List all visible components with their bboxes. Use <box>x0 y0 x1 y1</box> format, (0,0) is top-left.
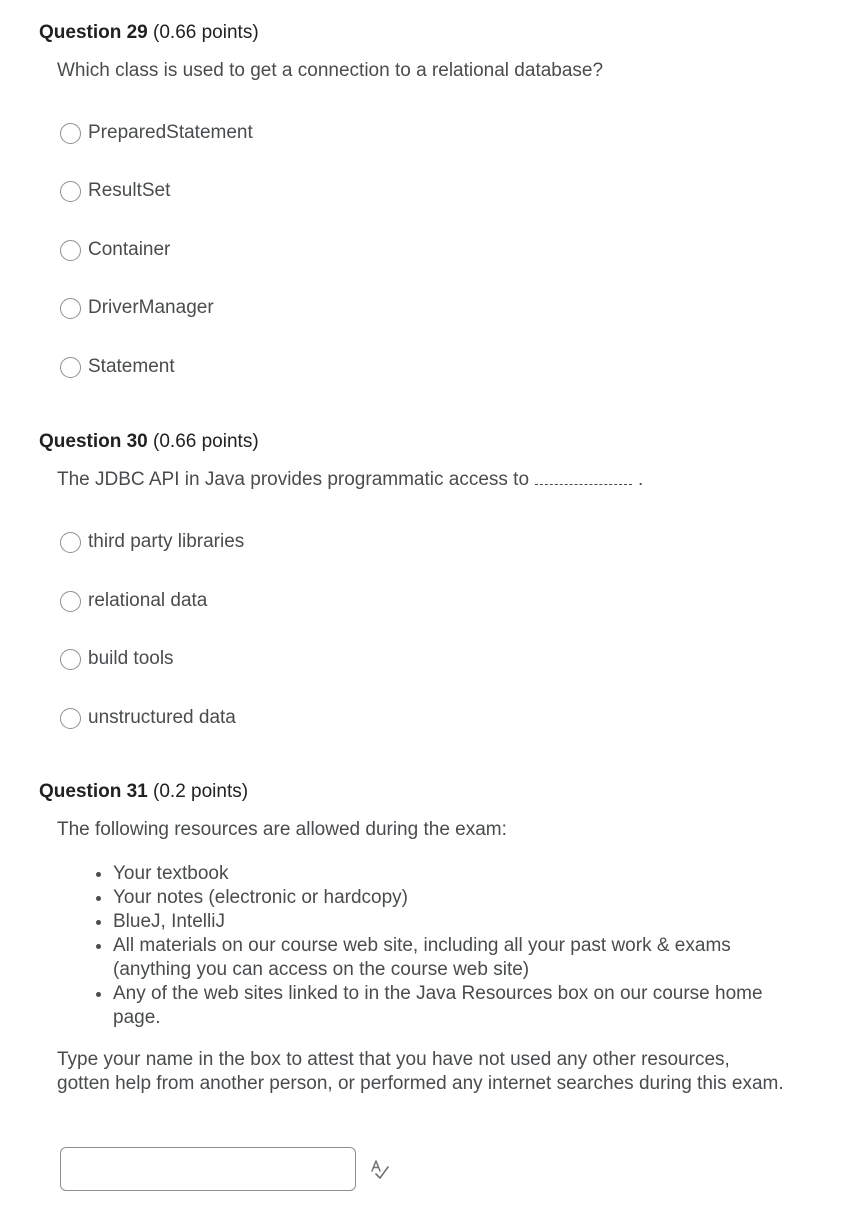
prompt-text: The JDBC API in Java provides programmatic access to <box>57 469 530 490</box>
q29-option-statement[interactable] <box>60 354 175 380</box>
q30-option-relational-data[interactable] <box>60 588 207 614</box>
radio-button[interactable] <box>60 123 81 144</box>
q29-option-resultset[interactable] <box>60 178 170 204</box>
option-label: PreparedStatement <box>88 122 253 143</box>
radio-button[interactable] <box>60 532 81 553</box>
list-item: • BlueJ, IntelliJ <box>113 910 813 934</box>
question-number: Question 29 <box>39 22 148 43</box>
q29-option-preparedstatement[interactable] <box>60 120 253 146</box>
option-label: DriverManager <box>88 297 214 318</box>
option-label: Container <box>88 239 171 260</box>
fill-in-blank <box>535 470 632 485</box>
option-label: ResultSet <box>88 180 171 201</box>
q30-option-build-tools[interactable] <box>60 646 174 672</box>
question-30-title <box>39 431 259 453</box>
radio-button[interactable] <box>60 298 81 319</box>
list-item: • All materials on our course web site, including all your past work & exams (anything you can access on the course web site) <box>113 934 813 982</box>
radio-button[interactable] <box>60 649 81 670</box>
list-item: • Your textbook <box>113 862 813 886</box>
list-item: • Any of the web sites linked to in the Java Resources box on our course home page. <box>113 982 813 1030</box>
attestation-text: Type your name in the box to attest that you have not used any other resources, gotten help from another person, or performed any internet searches during this exam. <box>57 1049 784 1094</box>
question-number: Question 30 <box>39 431 148 452</box>
q29-option-container[interactable] <box>60 237 170 263</box>
radio-button[interactable] <box>60 357 81 378</box>
radio-button[interactable] <box>60 708 81 729</box>
question-number: Question 31 <box>39 781 148 802</box>
question-points: (0.2 points) <box>153 781 249 802</box>
allowed-resources-list <box>80 862 813 1030</box>
option-label: third party libraries <box>88 531 245 552</box>
question-points: (0.66 points) <box>153 431 259 452</box>
question-31-title <box>39 781 248 803</box>
q29-option-drivermanager[interactable] <box>60 295 214 321</box>
list-item: • Your notes (electronic or hardcopy) <box>113 886 813 910</box>
question-30-prompt <box>57 469 643 491</box>
name-input[interactable] <box>60 1147 356 1191</box>
question-points: (0.66 points) <box>153 22 259 43</box>
question-31-prompt: The following resources are allowed during the exam: <box>57 819 507 840</box>
prompt-end: . <box>638 469 644 490</box>
option-label: unstructured data <box>88 707 236 728</box>
option-label: build tools <box>88 648 174 669</box>
option-label: relational data <box>88 590 208 611</box>
q30-option-third-party-libraries[interactable] <box>60 529 244 555</box>
question-29-prompt: Which class is used to get a connection to a relational database? <box>57 60 604 81</box>
option-label: Statement <box>88 356 175 377</box>
spellcheck-icon[interactable] <box>368 1158 392 1180</box>
radio-button[interactable] <box>60 181 81 202</box>
radio-button[interactable] <box>60 591 81 612</box>
question-29-title <box>39 22 259 44</box>
radio-button[interactable] <box>60 240 81 261</box>
q30-option-unstructured-data[interactable] <box>60 705 236 731</box>
